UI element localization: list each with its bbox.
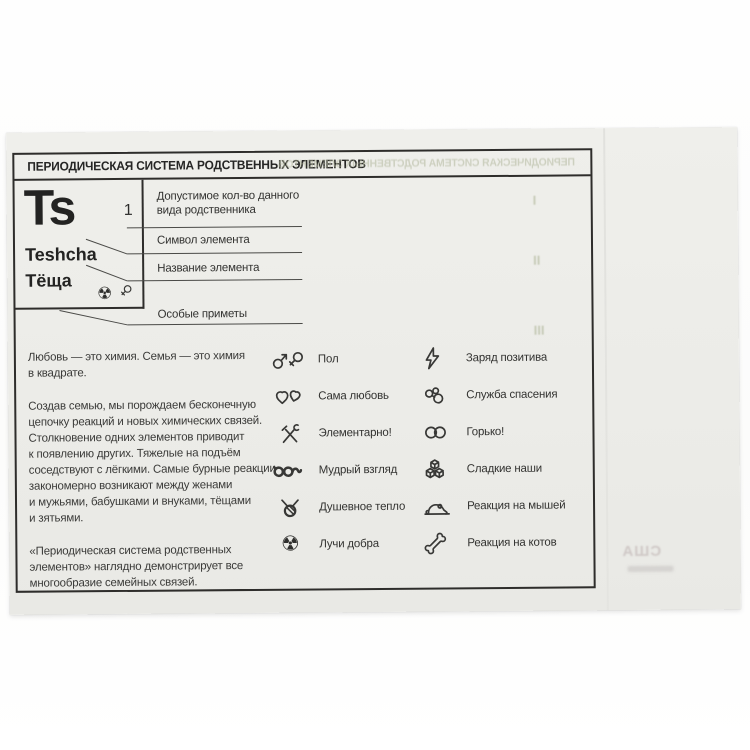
legend-label: Мудрый взгляд	[318, 463, 398, 476]
intro-text	[28, 348, 280, 609]
paper-sheet	[6, 127, 741, 615]
pacifier-icon	[422, 384, 454, 406]
legend-row	[422, 338, 594, 376]
legend-label: Элементарно!	[318, 426, 392, 439]
legend-label: Душевное тепло	[319, 500, 406, 513]
legend-label: Реакция на котов	[467, 536, 557, 549]
element-name-latin: Teshcha	[24, 244, 97, 265]
bone-icon	[423, 531, 455, 555]
bleedthrough-numeral: III	[533, 322, 545, 338]
legend-label: Горько!	[466, 425, 505, 438]
legend-row	[271, 451, 427, 489]
callout-allowed-count: Допустимое кол-во данного вида родственника	[156, 189, 300, 217]
poster-frame	[12, 148, 595, 593]
crossed-tools-icon	[270, 422, 308, 444]
legend-label: Сама любовь	[318, 389, 389, 402]
legend-label: Служба спасения	[466, 388, 558, 401]
radiation-icon: ☢	[97, 283, 113, 304]
poster-title: ПЕРИОДИЧЕСКАЯ СИСТЕМА РОДСТВЕННЫХ ЭЛЕМЕНТОВ	[27, 157, 366, 174]
legend-row	[422, 375, 594, 413]
sugar-cubes-icon	[423, 457, 455, 481]
fold-crease	[603, 128, 609, 610]
legend-column-right	[422, 338, 596, 561]
paragraph: Создав семью, мы порождаем бесконечную цепочку реакций и новых химических связей. Столкновение одних элементов приводит к появлению других. Тяжелые на подъём соседствуют с лёгкими. Самые бурные реакции закономерно возникают между женами и мужьями, бабушками и внуками, тёщами и зятьями.	[28, 398, 276, 525]
bleedthrough-numeral: I	[532, 192, 537, 208]
element-name-cyrillic: Тёща	[25, 270, 72, 291]
paragraph: Любовь — это химия. Семья — это химия в квадрате.	[27, 350, 245, 380]
element-symbol: Ts	[23, 179, 75, 236]
legend-row	[423, 486, 595, 524]
legend-row	[423, 523, 595, 561]
callout-element-symbol: Символ элемента	[156, 233, 250, 247]
bleedthrough-title-mirrored: ПЕРИОДИЧЕСКАЯ СИСТЕМА РОДСТВЕННЫХ ЭЛЕМЕНТОВ	[277, 156, 575, 171]
wedding-rings-icon	[422, 422, 454, 442]
radiation-icon: ☢	[280, 531, 300, 556]
legend-row	[270, 340, 426, 378]
pendant-icon	[271, 495, 309, 519]
legend-label: Заряд позитива	[465, 351, 548, 364]
legend-label: Пол	[317, 352, 339, 365]
bleedthrough-back-text: США	[621, 542, 662, 561]
legend-column-left	[270, 340, 428, 563]
callout-special-marks: Особые приметы	[157, 307, 247, 321]
bleedthrough-back-smudge	[628, 566, 674, 572]
element-count: 1	[123, 201, 133, 219]
pince-nez-icon	[271, 461, 309, 479]
legend-label: Лучи добра	[319, 537, 379, 550]
legend-row	[270, 377, 426, 415]
gender-symbols-icon	[270, 347, 308, 371]
legend-row	[271, 488, 427, 526]
legend-row	[422, 412, 594, 450]
legend-row	[423, 449, 595, 487]
legend-label: Сладкие наши	[466, 462, 542, 475]
lightning-icon	[422, 345, 454, 371]
two-hearts-icon	[270, 385, 308, 407]
paragraph: «Периодическая система родственных элементов» наглядно демонстрирует все многообразие семейных связей.	[29, 544, 244, 590]
callout-element-name: Название элемента	[157, 261, 260, 275]
legend-label: Реакция на мышей	[467, 498, 566, 512]
mouse-icon	[423, 495, 455, 517]
legend-row	[270, 414, 426, 452]
legend-row	[271, 525, 427, 563]
bleedthrough-numeral: II	[533, 252, 541, 268]
